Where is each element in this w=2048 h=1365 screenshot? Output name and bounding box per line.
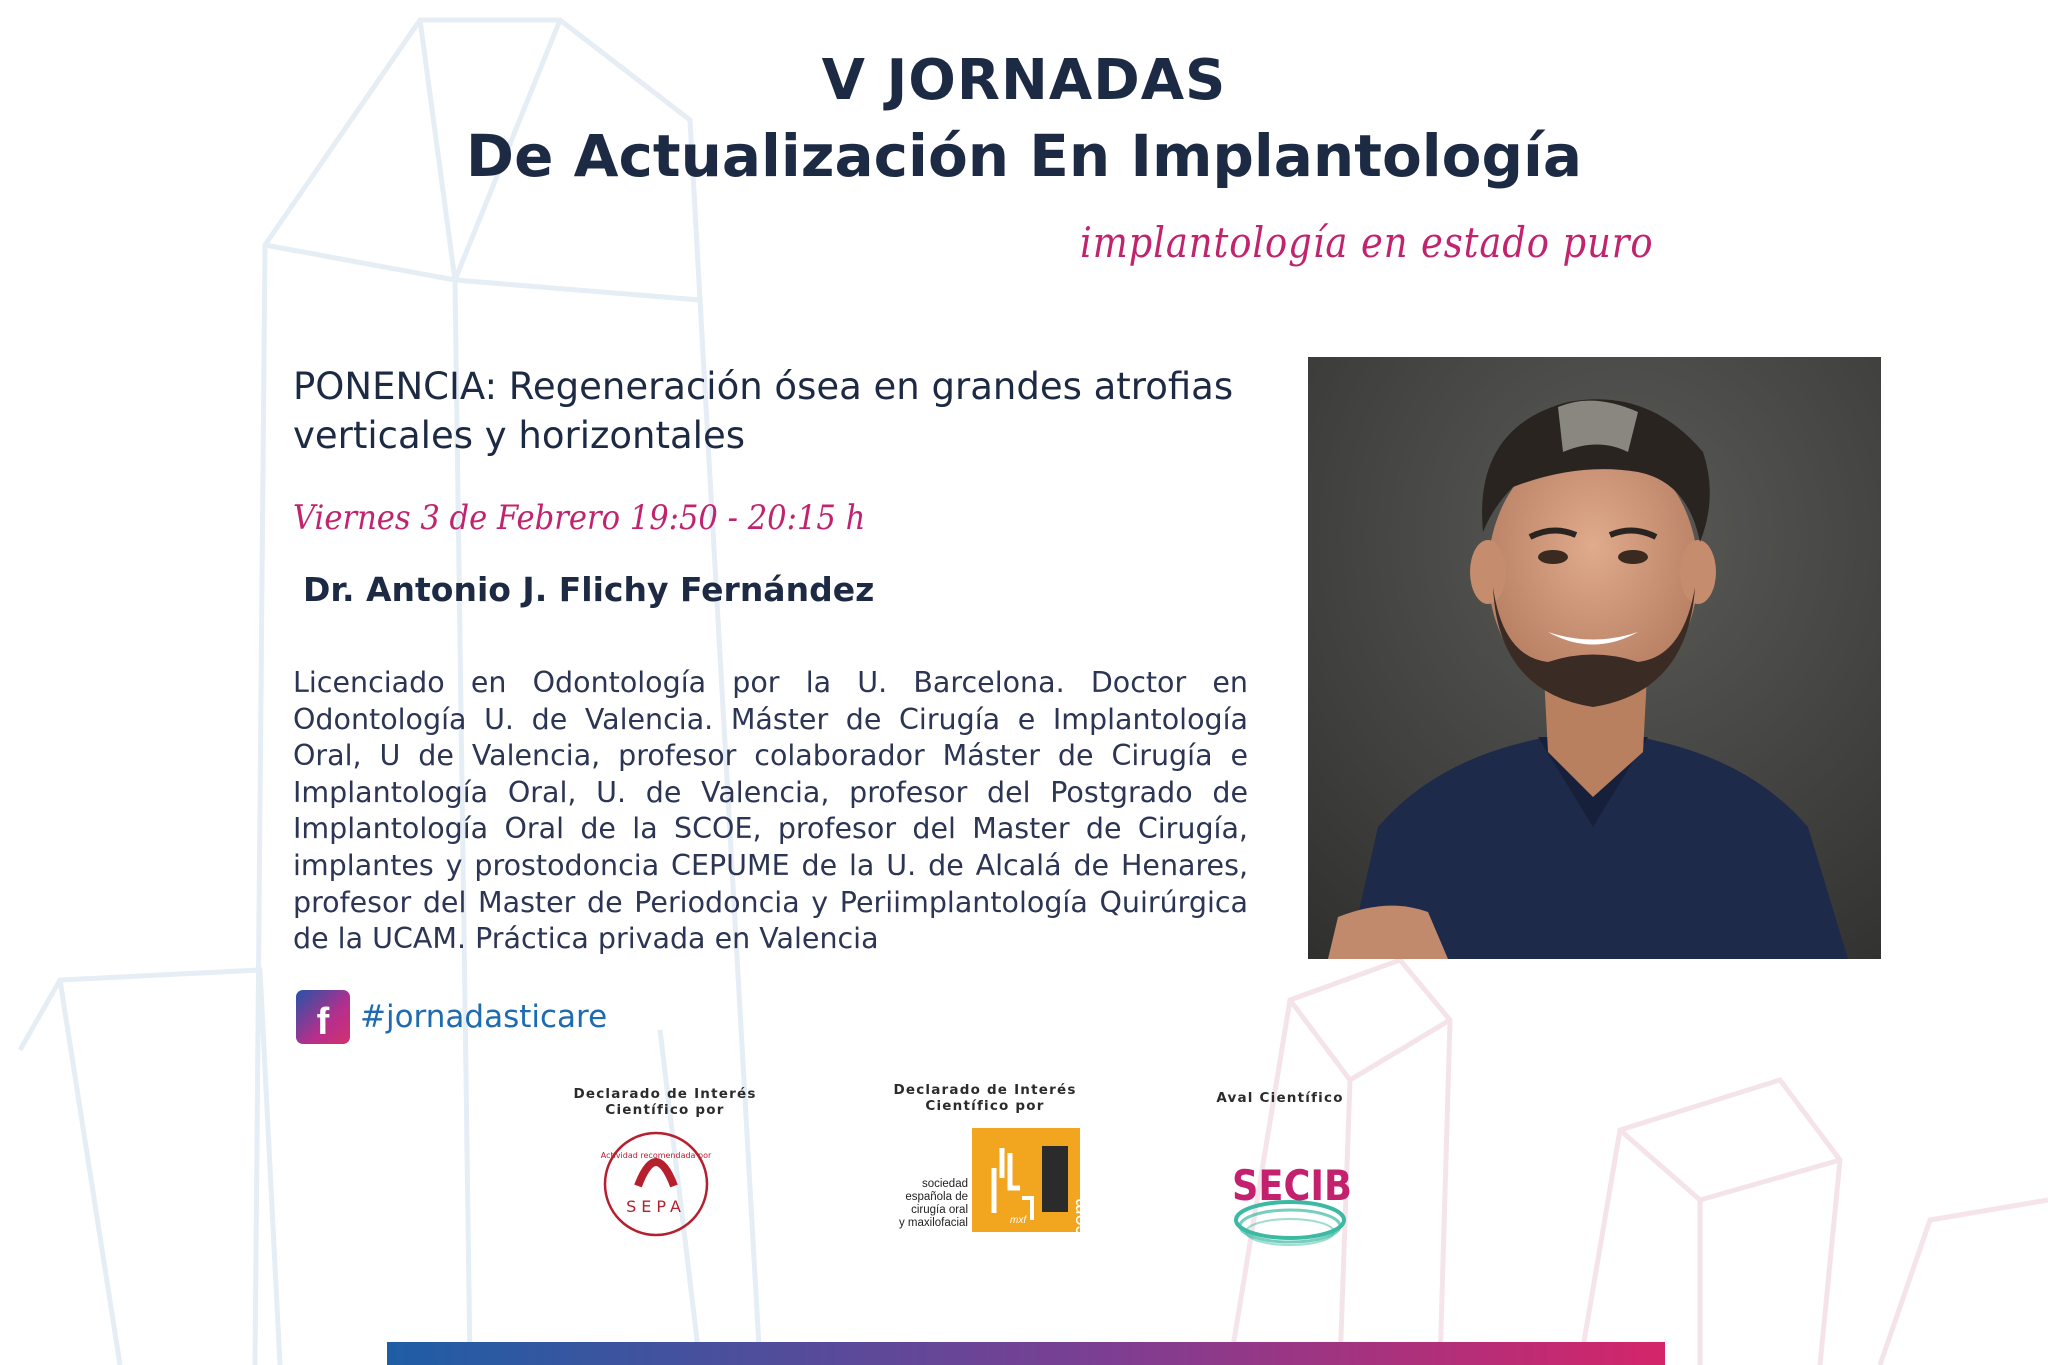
secom-vertical-text: secom [1070, 1198, 1092, 1257]
secom-logo [884, 1128, 1092, 1257]
secom-line: cirugía oral [911, 1204, 968, 1216]
secom-line: sociedad [921, 1178, 968, 1190]
secom-line: española de [905, 1191, 968, 1203]
sponsor-caption-secib [1180, 1090, 1380, 1106]
caption-line: Aval Científico [1216, 1090, 1344, 1106]
talk-datetime: Viernes 3 de Febrero 19:50 - 20:15 h [293, 498, 866, 538]
bottom-gradient-bar [387, 1342, 1665, 1365]
secib-text: SECIB [1232, 1161, 1352, 1210]
speaker-bio: Licenciado en Odontología por la U. Barcelona. Doctor en Odontología U. de Valencia. Máster de Cirugía e Implantología Oral, U de Valencia, profesor colaborador Máster de Cirugía e Implantología Oral, U. de Valencia, profesor del Postgrado de Implantología Oral de la SCOE, profesor del Master de Cirugía, implantes y prostodoncia CEPUME de la U. de Alcalá de Henares, profesor del Master de Periodoncia y Periimplantología Quirúrgica de la UCAM. Práctica privada en Valencia [293, 666, 1248, 956]
caption-line: Declarado de Interés [893, 1082, 1077, 1098]
secib-logo [1228, 1138, 1358, 1248]
facebook-icon[interactable]: f [296, 990, 350, 1044]
sponsor-caption-secom [880, 1082, 1090, 1114]
talk-title: PONENCIA: Regeneración ósea en grandes atrofias verticales y horizontales [293, 365, 1234, 457]
sepa-text: SEPA [626, 1197, 686, 1216]
speaker-name: Dr. Antonio J. Flichy Fernández [303, 570, 875, 609]
secom-small-text: mxf [1010, 1215, 1027, 1226]
sepa-arc-text: Actividad recomendada por [600, 1151, 712, 1160]
caption-line: Declarado de Interés [573, 1086, 757, 1102]
hashtag-text[interactable]: #jornadasticare [360, 999, 608, 1035]
speaker-photo [1308, 357, 1881, 959]
sepa-logo [600, 1128, 712, 1240]
social-hashtag[interactable] [296, 989, 607, 1045]
tagline: implantología en estado puro [1080, 218, 1654, 267]
caption-line: Científico por [605, 1102, 725, 1118]
sponsor-caption-sepa [560, 1086, 770, 1118]
caption-line: Científico por [925, 1098, 1045, 1114]
secom-line: y maxilofacial [898, 1217, 968, 1229]
event-title: V JORNADAS [821, 48, 1227, 113]
event-subtitle: De Actualización En Implantología [465, 122, 1583, 190]
